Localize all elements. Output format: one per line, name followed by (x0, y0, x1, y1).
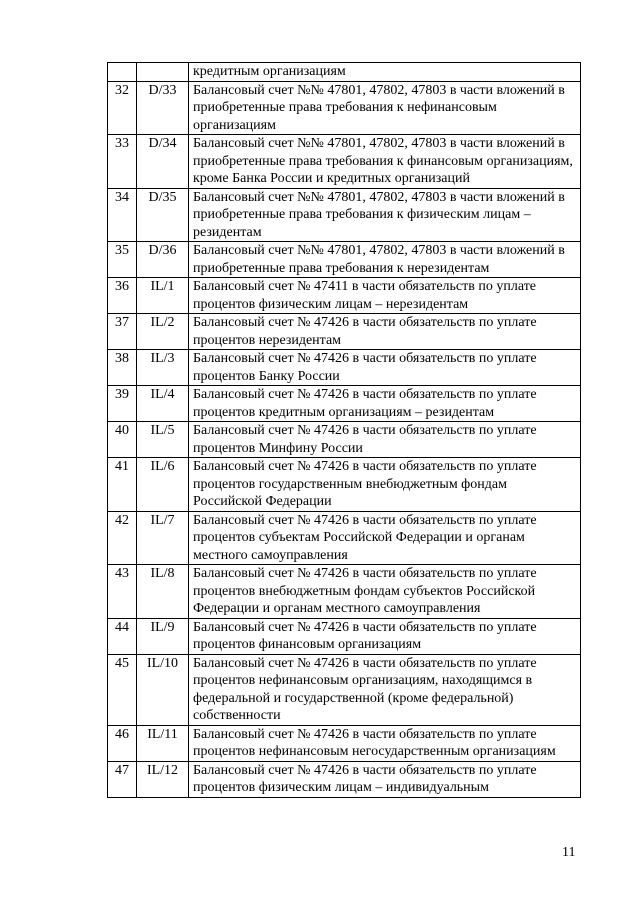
row-description-cell: Балансовый счет № 47426 в части обязательств по уплате процентов нерезидентам (189, 314, 581, 350)
table-row (108, 761, 581, 797)
table-row (108, 314, 581, 350)
row-code-cell: D/33 (137, 81, 189, 135)
row-description-cell: Балансовый счет № 47426 в части обязательств по уплате процентов нефинансовым негосударственным организациям (189, 725, 581, 761)
table-row (108, 565, 581, 619)
row-number-cell: 38 (108, 350, 137, 386)
row-code-cell (137, 63, 189, 82)
row-code-cell: IL/1 (137, 278, 189, 314)
table-row (108, 511, 581, 565)
table-row (108, 81, 581, 135)
row-description-cell: Балансовый счет № 47426 в части обязательств по уплате процентов Банку России (189, 350, 581, 386)
table-body (108, 63, 581, 798)
row-code-cell: IL/4 (137, 386, 189, 422)
table-row (108, 422, 581, 458)
row-number-cell: 39 (108, 386, 137, 422)
row-code-cell: IL/8 (137, 565, 189, 619)
row-description-cell: Балансовый счет № 47426 в части обязательств по уплате процентов Минфину России (189, 422, 581, 458)
row-number-cell: 35 (108, 242, 137, 278)
row-number-cell: 47 (108, 761, 137, 797)
row-code-cell: IL/6 (137, 458, 189, 512)
row-number-cell: 33 (108, 135, 137, 189)
table-row (108, 63, 581, 82)
row-code-cell: IL/12 (137, 761, 189, 797)
row-description-cell: Балансовый счет № 47426 в части обязательств по уплате процентов нефинансовым организациям, находящимся в федеральной и государственной (кроме федеральной) собственности (189, 654, 581, 725)
row-number-cell: 44 (108, 618, 137, 654)
table-row (108, 725, 581, 761)
table-row (108, 188, 581, 242)
table-row (108, 618, 581, 654)
row-description-cell: Балансовый счет № 47426 в части обязательств по уплате процентов государственным внебюджетным фондам Российской Федерации (189, 458, 581, 512)
table-row (108, 135, 581, 189)
row-description-cell: Балансовый счет №№ 47801, 47802, 47803 в части вложений в приобретенные права требования к нефинансовым организациям (189, 81, 581, 135)
row-code-cell: D/35 (137, 188, 189, 242)
row-number-cell: 41 (108, 458, 137, 512)
row-description-cell: Балансовый счет № 47426 в части обязательств по уплате процентов внебюджетным фондам субъектов Российской Федерации и органам местного самоуправления (189, 565, 581, 619)
table-row (108, 278, 581, 314)
row-number-cell: 46 (108, 725, 137, 761)
page-number: 11 (562, 845, 576, 860)
row-code-cell: D/36 (137, 242, 189, 278)
table-row (108, 458, 581, 512)
row-number-cell: 37 (108, 314, 137, 350)
row-description-cell: Балансовый счет №№ 47801, 47802, 47803 в части вложений в приобретенные права требования к нерезидентам (189, 242, 581, 278)
row-number-cell: 32 (108, 81, 137, 135)
row-code-cell: IL/7 (137, 511, 189, 565)
row-description-cell: Балансовый счет № 47426 в части обязательств по уплате процентов субъектам Российской Федерации и органам местного самоуправления (189, 511, 581, 565)
accounts-table (107, 62, 581, 798)
row-code-cell: IL/5 (137, 422, 189, 458)
table-row (108, 350, 581, 386)
row-description-cell: Балансовый счет №№ 47801, 47802, 47803 в части вложений в приобретенные права требования к физическим лицам – резидентам (189, 188, 581, 242)
row-description-cell: Балансовый счет № 47426 в части обязательств по уплате процентов физическим лицам – индивидуальным (189, 761, 581, 797)
row-code-cell: IL/10 (137, 654, 189, 725)
row-number-cell (108, 63, 137, 82)
row-number-cell: 45 (108, 654, 137, 725)
row-number-cell: 34 (108, 188, 137, 242)
row-code-cell: IL/2 (137, 314, 189, 350)
table-row (108, 654, 581, 725)
row-code-cell: IL/3 (137, 350, 189, 386)
row-description-cell: Балансовый счет №№ 47801, 47802, 47803 в части вложений в приобретенные права требования к финансовым организациям, кроме Банка России и кредитных организаций (189, 135, 581, 189)
row-code-cell: IL/9 (137, 618, 189, 654)
row-description-cell: кредитным организациям (189, 63, 581, 82)
table-row (108, 242, 581, 278)
row-number-cell: 42 (108, 511, 137, 565)
table-row (108, 386, 581, 422)
row-number-cell: 43 (108, 565, 137, 619)
row-code-cell: D/34 (137, 135, 189, 189)
row-number-cell: 36 (108, 278, 137, 314)
row-description-cell: Балансовый счет № 47426 в части обязательств по уплате процентов кредитным организациям – резидентам (189, 386, 581, 422)
row-description-cell: Балансовый счет № 47426 в части обязательств по уплате процентов финансовым организациям (189, 618, 581, 654)
row-code-cell: IL/11 (137, 725, 189, 761)
row-description-cell: Балансовый счет № 47411 в части обязательств по уплате процентов физическим лицам – нерезидентам (189, 278, 581, 314)
row-number-cell: 40 (108, 422, 137, 458)
